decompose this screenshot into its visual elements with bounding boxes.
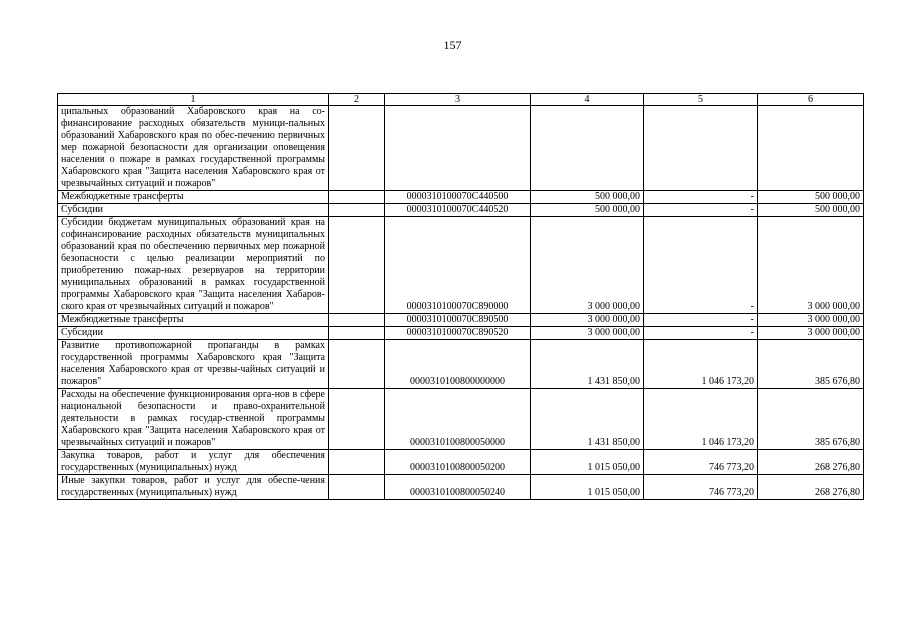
table-row (58, 106, 864, 191)
row-col2 (329, 389, 385, 450)
row-col2 (329, 106, 385, 191)
row-rest: 268 276,80 (758, 475, 864, 500)
row-plan: 3 000 000,00 (531, 217, 644, 314)
row-col2 (329, 314, 385, 327)
row-code: 0000310100800050200 (385, 450, 531, 475)
row-name: Субсидии бюджетам муниципальных образований края на софинансирование расходных обязательств муниципальных образований края по обеспечению первичных мер пожарной безопасности с целью реализации мероприятий по приобретению пожар-ных резервуаров на территории муниципальных образований в рамках государственной программы Хабаровского края "Защита населения Хабаров-ского края от чрезвычайных ситуаций и пожаров" (58, 217, 329, 314)
header-row (58, 94, 864, 106)
row-col2 (329, 217, 385, 314)
table-row (58, 314, 864, 327)
row-plan: 3 000 000,00 (531, 327, 644, 340)
column-header: 6 (758, 94, 864, 106)
row-name: ципальных образований Хабаровского края на со-финансирование расходных обязательств муници-пальных образований Хабаровского края по обес-печению первичных мер пожарной безопасности для организации оповещения населения о пожаре в рамках государственной программы Хабаровского края "Защита населения Хабаровского края от чрезвычайных ситуаций и пожаров" (58, 106, 329, 191)
row-exec: - (644, 327, 758, 340)
row-exec: - (644, 204, 758, 217)
table-row (58, 475, 864, 500)
row-plan: 1 015 050,00 (531, 475, 644, 500)
row-plan (531, 106, 644, 191)
page-number: 157 (443, 38, 462, 52)
row-name: Иные закупки товаров, работ и услуг для обеспе-чения государственных (муниципальных) нужд (58, 475, 329, 500)
row-rest: 385 676,80 (758, 340, 864, 389)
row-code: 0000310100070С890500 (385, 314, 531, 327)
row-name: Межбюджетные трансферты (58, 191, 329, 204)
row-rest: 3 000 000,00 (758, 314, 864, 327)
row-code: 0000310100800050240 (385, 475, 531, 500)
row-name: Субсидии (58, 204, 329, 217)
row-exec (644, 106, 758, 191)
row-exec: 746 773,20 (644, 450, 758, 475)
column-header: 1 (58, 94, 329, 106)
row-name: Расходы на обеспечение функционирования орга-нов в сфере национальной безопасности и право-охранительной деятельности в рамках государ-ственной программы Хабаровского края "Защита населения Хабаровского края от чрезвычайных ситуаций и пожаров" (58, 389, 329, 450)
row-plan: 1 431 850,00 (531, 389, 644, 450)
row-name: Закупка товаров, работ и услуг для обеспечения государственных (муниципальных) нужд (58, 450, 329, 475)
row-name: Межбюджетные трансферты (58, 314, 329, 327)
row-rest: 500 000,00 (758, 191, 864, 204)
row-code: 0000310100800050000 (385, 389, 531, 450)
row-code: 0000310100070С440500 (385, 191, 531, 204)
row-code (385, 106, 531, 191)
table-row (58, 340, 864, 389)
row-exec: 1 046 173,20 (644, 389, 758, 450)
row-name: Субсидии (58, 327, 329, 340)
row-plan: 500 000,00 (531, 204, 644, 217)
row-name: Развитие противопожарной пропаганды в рамках государственной программы Хабаровского края "Защита населения Хабаровского края от чрезвы-чайных ситуаций и пожаров" (58, 340, 329, 389)
row-exec: 746 773,20 (644, 475, 758, 500)
row-col2 (329, 204, 385, 217)
table-row (58, 217, 864, 314)
row-plan: 3 000 000,00 (531, 314, 644, 327)
row-col2 (329, 191, 385, 204)
row-col2 (329, 475, 385, 500)
budget-table (57, 93, 864, 500)
table-row (58, 450, 864, 475)
row-rest: 385 676,80 (758, 389, 864, 450)
row-col2 (329, 340, 385, 389)
table-row (58, 191, 864, 204)
row-rest: 3 000 000,00 (758, 327, 864, 340)
row-plan: 500 000,00 (531, 191, 644, 204)
table-row (58, 327, 864, 340)
row-code: 0000310100070С440520 (385, 204, 531, 217)
column-header: 2 (329, 94, 385, 106)
column-header: 4 (531, 94, 644, 106)
table-row (58, 204, 864, 217)
row-code: 0000310100800000000 (385, 340, 531, 389)
row-exec: - (644, 191, 758, 204)
row-rest: 500 000,00 (758, 204, 864, 217)
row-col2 (329, 450, 385, 475)
row-exec: - (644, 314, 758, 327)
row-exec: - (644, 217, 758, 314)
table-row (58, 389, 864, 450)
row-rest: 268 276,80 (758, 450, 864, 475)
row-rest (758, 106, 864, 191)
column-header: 3 (385, 94, 531, 106)
row-col2 (329, 327, 385, 340)
row-exec: 1 046 173,20 (644, 340, 758, 389)
column-header: 5 (644, 94, 758, 106)
row-code: 0000310100070С890520 (385, 327, 531, 340)
row-plan: 1 015 050,00 (531, 450, 644, 475)
row-code: 0000310100070С890000 (385, 217, 531, 314)
row-rest: 3 000 000,00 (758, 217, 864, 314)
row-plan: 1 431 850,00 (531, 340, 644, 389)
